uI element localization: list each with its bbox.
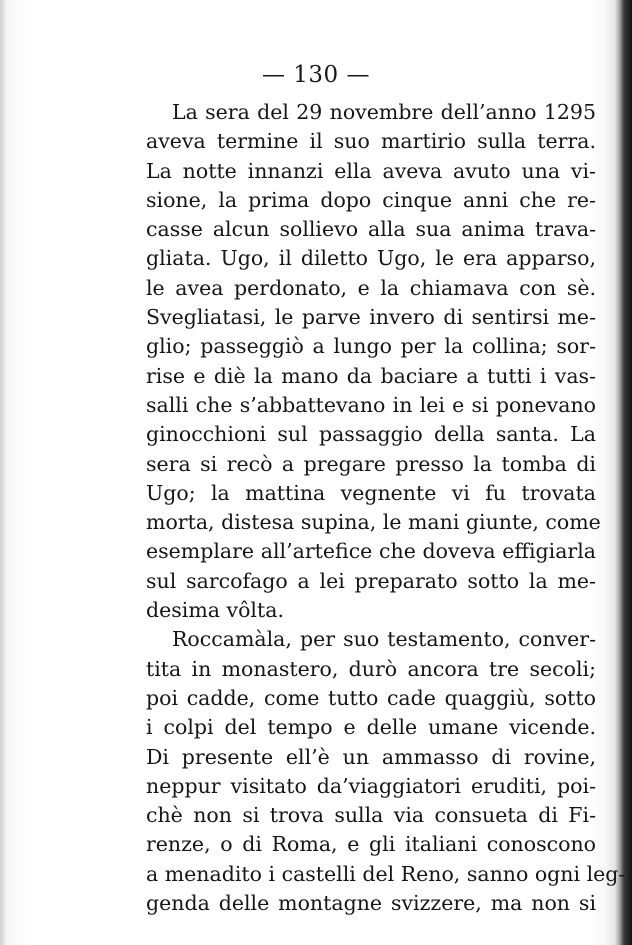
- text-line: chè non si trova sulla via consueta di Fi-: [146, 803, 596, 828]
- text-line: La sera del 29 novembre dell’anno 1295: [172, 100, 596, 124]
- text-line: casse alcun sollievo alla sua anima trava-: [146, 217, 596, 242]
- text-line: morta, distesa supina, le mani giunte, come: [146, 510, 601, 535]
- text-line: genda delle montagne svizzere, ma non si: [146, 891, 596, 916]
- page-number: — 130 —: [261, 62, 371, 88]
- text-line: rise e diè la mano da baciare a tutti i vas-: [146, 363, 596, 388]
- text-line: i colpi del tempo e delle umane vicende.: [146, 715, 596, 740]
- text-line: Ugo; la mattina vegnente vi fu trovata: [146, 480, 596, 505]
- text-line: Svegliatasi, le parve invero di sentirsi me-: [146, 305, 596, 330]
- text-line: a menadito i castelli del Reno, sanno ogni leg-: [146, 861, 626, 886]
- text-line: gliata. Ugo, il diletto Ugo, le era apparso,: [146, 246, 596, 271]
- text-line: aveva termine il suo martirio sulla terra.: [146, 129, 596, 154]
- text-line: La notte innanzi ella aveva avuto una vi-: [146, 158, 596, 183]
- text-line: esemplare all’artefice che doveva effigiarla: [146, 539, 596, 564]
- text-line: sione, la prima dopo cinque anni che re-: [146, 187, 596, 212]
- text-line: neppur visitato da’viaggiatori eruditi, poi-: [146, 773, 596, 798]
- text-line: desima vôlta.: [146, 598, 284, 623]
- body-text: [146, 98, 626, 918]
- text-line: salli che s’abbattevano in lei e si ponevano: [146, 392, 596, 417]
- text-line: le avea perdonato, e la chiamava con sè.: [146, 275, 596, 300]
- text-line: renze, o di Roma, e gli italiani conoscono: [146, 832, 596, 857]
- text-line: sera si recò a pregare presso la tomba di: [146, 451, 596, 476]
- text-line: poi cadde, come tutto cade quaggiù, sotto: [146, 685, 596, 710]
- text-line: tita in monastero, durò ancora tre secoli;: [146, 656, 596, 681]
- text-line: sul sarcofago a lei preparato sotto la me-: [146, 568, 596, 593]
- page-left-edge-shadow: [0, 0, 6, 945]
- text-line: Roccamàla, per suo testamento, conver-: [172, 627, 596, 652]
- text-line: Di presente ell’è un ammasso di rovine,: [146, 744, 596, 769]
- text-line: ginocchioni sul passaggio della santa. La: [146, 422, 596, 447]
- text-line: glio; passeggiò a lungo per la collina; sor-: [146, 334, 596, 359]
